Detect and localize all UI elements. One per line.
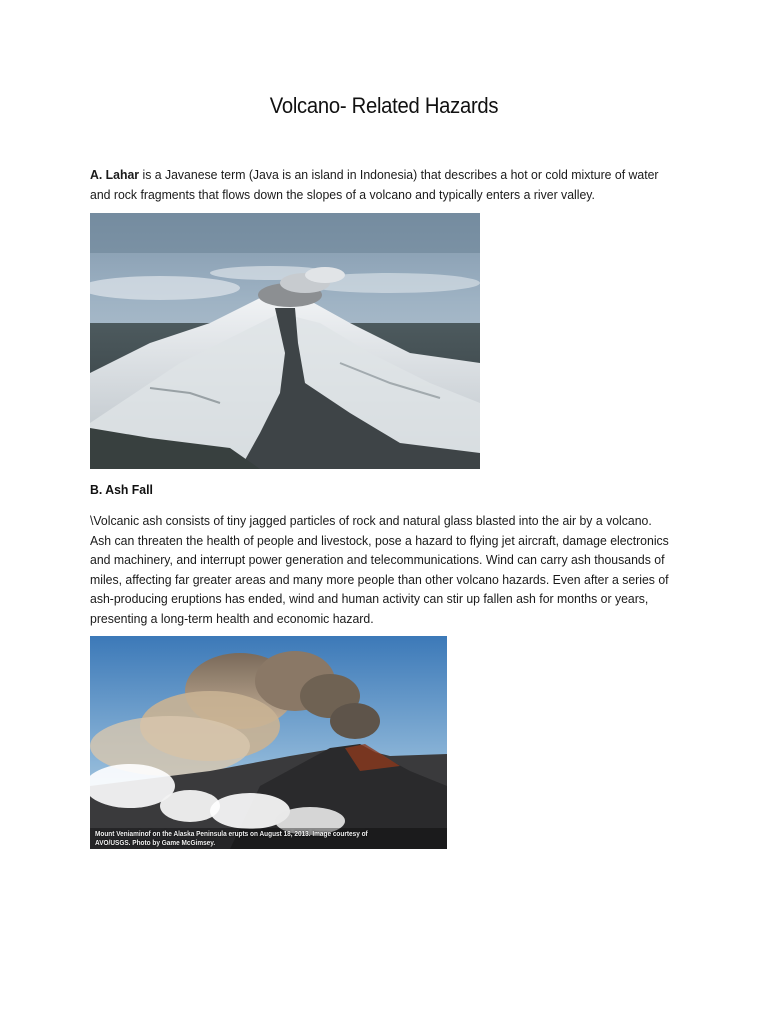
lahar-photo-graphic bbox=[90, 213, 480, 469]
lahar-label: A. Lahar bbox=[90, 167, 140, 182]
lahar-text: is a Javanese term (Java is an island in Indonesia) that describes a hot or cold mixture of water and rock fragments that flows down the slopes of a volcano and typically enters a river valley. bbox=[90, 167, 659, 202]
ash-fall-heading: B. Ash Fall bbox=[90, 482, 153, 497]
ash-fall-photo bbox=[90, 636, 447, 849]
ash-fall-photo-graphic bbox=[90, 636, 447, 849]
page-title: Volcano- Related Hazards bbox=[269, 93, 499, 118]
ash-fall-paragraph: \Volcanic ash consists of tiny jagged particles of rock and natural glass blasted into the air by a volcano. Ash can threaten the health of people and livestock, pose a hazard to flying jet aircraft, damage electronics and machinery, and interrupt power generation and telecommunications. Wind can carry ash thousands of miles, affecting far greater areas and many more people than other volcano hazards. Even after a series of ash-producing eruptions has ended, wind and human activity can stir up fallen ash for months or years, presenting a long-term health and economic hazard. bbox=[90, 513, 669, 626]
lahar-photo bbox=[90, 213, 480, 469]
ash-fall-photo-caption: Mount Veniaminof on the Alaska Peninsula erupts on August 18, 2013. Image courtesy of AVO/USGS. Photo by Game McGimsey. bbox=[95, 829, 368, 847]
lahar-paragraph bbox=[90, 165, 667, 204]
